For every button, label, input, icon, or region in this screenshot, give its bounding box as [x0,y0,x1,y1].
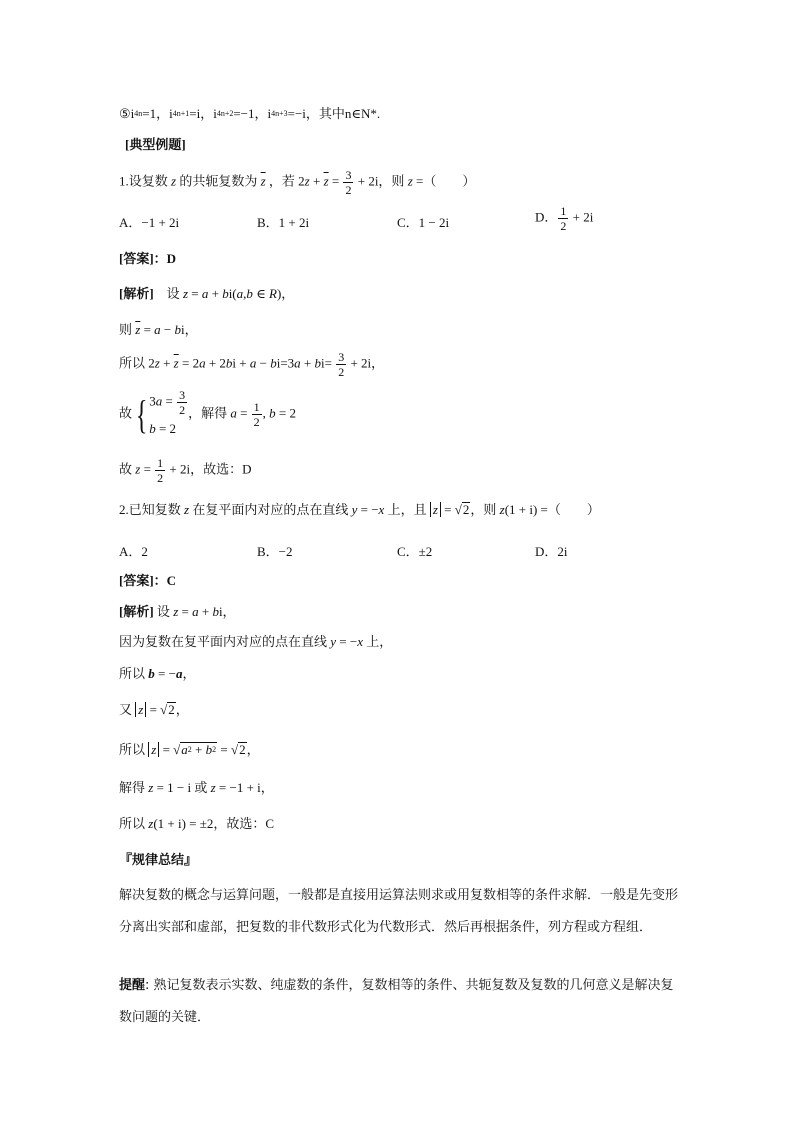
q1-answer: [答案]：D [119,251,177,266]
q1-analysis-label: [解析] [119,286,154,301]
q2-step-2: 因为复数在复平面内对应的点在直线 y = −x 上， [119,634,393,649]
q2-step-7: 所以 z(1 + i) = ±2，故选：C [119,816,275,831]
q2-analysis-label: [解析] [119,604,154,619]
question-2-stem: 2.已知复数 z 在复平面内对应的点在直线 y = −x 上，且 z = √2，则 z(1 + i) =（ ） [119,502,600,517]
summary-heading: 『规律总结』 [119,852,198,867]
q1-analysis-line-1: [解析] 设 z = a + bi(a,b ∈ R)， [119,286,295,301]
q2-option-c[interactable]: C．±2 [397,544,433,559]
property-5-line [119,106,380,124]
q1-step-3: 所以 $2z + \overline{z} = 2a + 2bi + a - bi=3a + bi=$ $\frac{3}{2}$ + 2i， [119,350,385,379]
q1-step-5: 故 z = $\frac{1}{2}$ + 2i，故选：D [119,456,252,485]
q2-step-4: 又 z = √2， [119,702,189,717]
q2-option-b[interactable]: B．−2 [257,544,293,559]
q1-option-b[interactable]: B．1 + 2i [257,215,310,230]
tip-body: : 熟记复数表示实数、纯虚数的条件，复数相等的条件、共轭复数及复数的几何意义是解决复数问题的关键． [119,978,674,1025]
q2-step-5: 所以 $z = √a^2 + b^2 = √2$， [119,742,260,757]
examples-heading: [典型例题] [125,137,186,152]
q2-analysis-line-1: [解析] 设 z = a + bi， [119,604,236,619]
summary-body: 解决复数的概念与运算问题，一般都是直接用运算法则求或用复数相等的条件求解．一般是先变形分离出实部和虚部，把复数的非代数形式化为代数形式．然后再根据条件，列方程或方程组． [119,888,679,935]
summary-tip [119,970,679,1034]
q1-option-c[interactable]: C．1 − 2i [397,215,450,230]
q2-answer: [答案]：C [119,573,177,588]
q1-option-d[interactable]: D． $\frac{1}{2}$ + 2i [535,204,594,233]
tip-label: 提醒 [119,978,146,993]
q1-option-a[interactable]: A．−1 + 2i [119,215,180,230]
property-5-text: $⑤i^{4n}=1$，$i^{4n+1}=i$，$i^{4n+2}=-1$，$i^{4n+3}=-i$，其中n∈N*. [119,106,381,121]
q2-option-a[interactable]: A．2 [119,544,148,559]
q1-step-4: 故{ 3a = $\frac{3}{2}$ b = 2 ，解得 a = $\frac{1}{2}$ , b = 2 [119,388,297,437]
q2-option-d[interactable]: D．2i [535,544,568,559]
question-1-stem: 1.设复数 z 的共轭复数为 $\overline{z}$ ，若 $2z + \overline{z}$ = $\frac{3}{2}$ + 2i，则 z =（ ） [119,168,476,197]
q2-step-3: 所以 b = −a， [119,666,196,681]
q1-step-2: 则 $\overline{z} = a$ − bi， [119,322,198,337]
q2-step-6: 解得 z = 1 − i 或 z = −1 + i， [119,780,274,795]
